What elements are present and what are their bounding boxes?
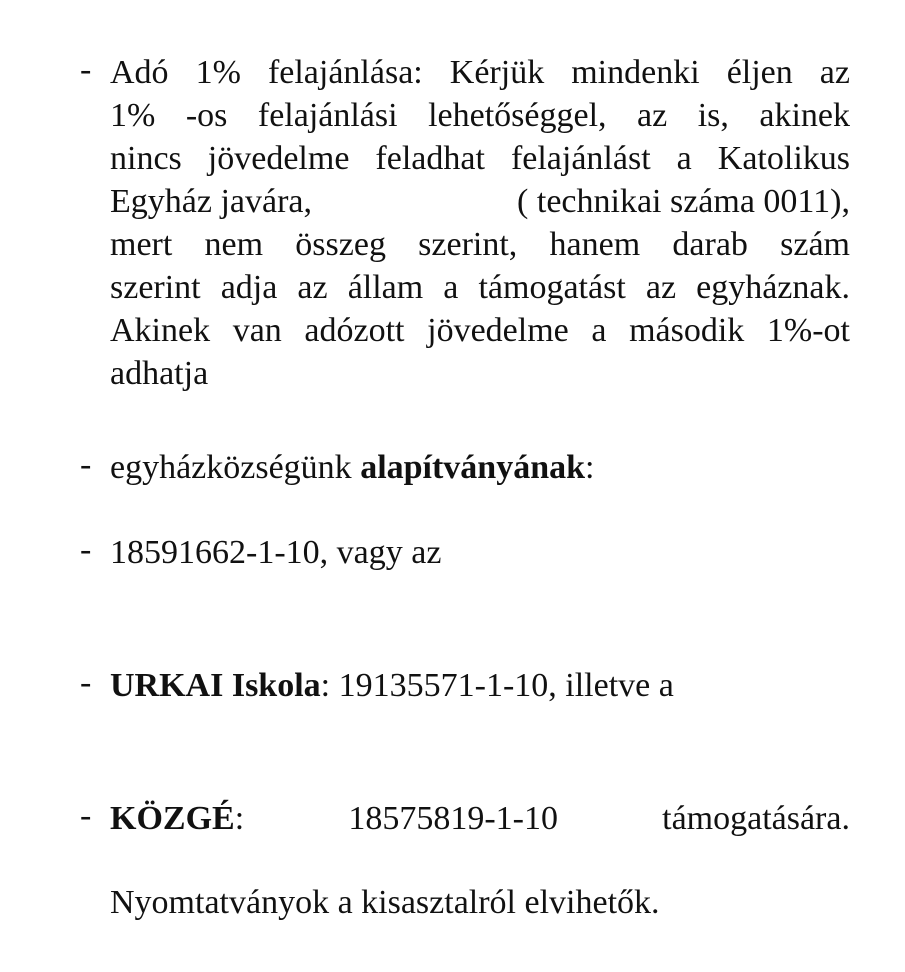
text-line: nincs jövedelme feladhat felajánlást a Katolikus [110, 140, 850, 177]
text-line: 1% -os felajánlási lehetőséggel, az is, akinek [110, 97, 850, 134]
ado-text [110, 51, 850, 395]
bullet-dash: - [80, 531, 92, 568]
nyomtatvanyok-text: Nyomtatványok a kisasztalról elvihetők. [110, 884, 660, 921]
kozge-tamogatas: támogatására. [662, 800, 850, 837]
kozge-name: KÖZGÉ [110, 800, 235, 837]
technikai-szam: ( technikai száma 0011), [517, 183, 850, 220]
alapitvany-colon: : [585, 449, 595, 486]
text-line-left: Egyház javára, [110, 183, 312, 220]
text-line: mert nem összeg szerint, hanem darab szám [110, 226, 850, 263]
kozge-adoszam: 18575819-1-10 [348, 800, 558, 837]
text-line [110, 180, 850, 223]
alapitvany-bold: alapítványának [360, 449, 586, 486]
urkai-name: URKAI Iskola [110, 667, 321, 704]
bullet-dash: - [80, 664, 92, 701]
alapitvany-adoszam: 18591662-1-10, vagy az [110, 534, 442, 571]
bullet-dash: - [80, 446, 92, 483]
text-line: szerint adja az állam a támogatást az egyháznak. [110, 269, 850, 306]
bullet-dash: - [80, 797, 92, 834]
text-line: adhatja [110, 355, 209, 392]
text-line: Akinek van adózott jövedelme a második 1%-ot [110, 312, 850, 349]
text-line: Adó 1% felajánlása: Kérjük mindenki éljen az [110, 54, 850, 91]
alapitvany-text: egyházközségünk [110, 449, 361, 486]
kozge-colon: : [234, 800, 245, 837]
urkai-adoszam: : 19135571-1-10, illetve a [320, 667, 674, 704]
bullet-dash: - [80, 51, 92, 88]
